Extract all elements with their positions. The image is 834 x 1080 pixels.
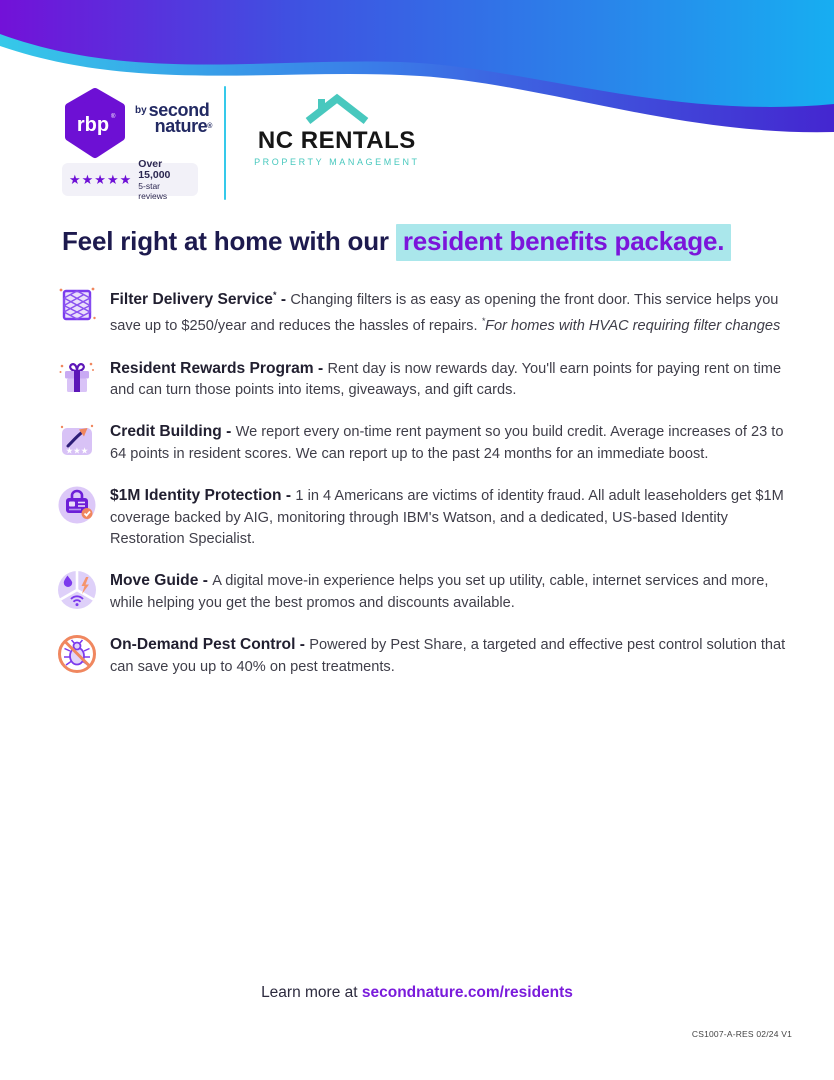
company-name: NC RENTALS (257, 127, 416, 154)
move-icon (56, 569, 98, 611)
benefit-description: Changing filters is as easy as opening the front door. This service helps you save up to $250/year and reduces the hassles of repairs. (110, 291, 779, 335)
page-title (62, 226, 731, 257)
benefit-separator: - (221, 423, 236, 441)
svg-text:★★★: ★★★ (65, 445, 89, 456)
roof-icon (299, 92, 375, 126)
gift-icon (56, 357, 98, 399)
rbp-logo-text: rbp (76, 114, 110, 136)
benefit-rewards (56, 357, 800, 402)
benefit-description: We report every on-time rent payment so you build credit. Average increases of 23 to 64 points in resident scores. We can report up to the past 24 months for an immediate boost. (110, 424, 784, 462)
footer-prefix: Learn more at (261, 984, 362, 1001)
rbp-lockup (62, 86, 213, 201)
five-stars-icon: ★★★★★ (69, 172, 133, 187)
benefit-text (110, 634, 798, 678)
second-nature-words (148, 100, 213, 136)
benefit-text (110, 485, 798, 550)
reviews-count: Over 15,000 (138, 157, 171, 181)
benefit-description: A digital move-in experience helps you set up utility, cable, internet services and more, while helping you get the best promos and discounts available. (110, 573, 769, 611)
benefits-list (56, 284, 800, 697)
benefit-move-guide (56, 569, 800, 614)
nature-word: nature® (154, 115, 213, 136)
benefit-separator: - (313, 359, 328, 377)
benefit-separator: - (295, 636, 310, 654)
benefit-note: For homes with HVAC requiring filter changes (485, 318, 781, 335)
second-word: second (148, 100, 210, 120)
doc-code: CS1007-A-RES 02/24 V1 (691, 1029, 792, 1039)
by-label: by (135, 105, 147, 116)
benefit-title: Resident Rewards Program (110, 359, 314, 377)
benefit-filter-delivery (56, 284, 800, 338)
benefit-text (110, 421, 798, 465)
benefit-separator: - (276, 290, 291, 308)
reviews-text (138, 159, 191, 201)
company-tagline: PROPERTY MANAGEMENT (254, 157, 420, 167)
footer-cta (0, 984, 834, 1002)
nature-reg-mark: ® (207, 122, 213, 130)
benefit-text (110, 285, 798, 338)
benefit-identity-protection (56, 484, 800, 550)
credit-icon (56, 420, 98, 462)
reviews-badge (62, 157, 198, 201)
benefit-pest-control (56, 633, 800, 678)
benefit-title: Credit Building (110, 423, 222, 441)
pest-icon (56, 633, 98, 675)
benefit-text (110, 358, 798, 402)
benefit-title: Filter Delivery Service (110, 290, 273, 308)
benefit-description: 1 in 4 Americans are victims of identity fraud. All adult leaseholders get $1M coverage backed by AIG, monitoring through IBM's Watson, and a dedicated, US-based Identity Restoration Specialist. (110, 488, 784, 547)
benefit-title: On-Demand Pest Control (110, 636, 296, 654)
identity-icon (56, 484, 98, 526)
benefit-text (110, 570, 798, 614)
residents-link[interactable]: secondnature.com/residents (361, 984, 573, 1001)
company-lockup (254, 92, 420, 167)
filter-icon (56, 284, 98, 326)
logo-row (62, 86, 420, 204)
benefit-title: $1M Identity Protection (110, 487, 282, 505)
headline-highlight: resident benefits package. (396, 224, 731, 261)
rbp-logo-icon (62, 86, 128, 160)
benefit-description: Powered by Pest Share, a targeted and effective pest control solution that can save you up to 40% on pest treatments. (110, 637, 786, 675)
benefit-title-asterisk: * (272, 290, 277, 300)
benefit-description: Rent day is now rewards day. You'll earn points for paying rent on time and can turn those points into items, giveaways, and gift cards. (110, 360, 782, 398)
headline-prefix: Feel right at home with our (62, 226, 396, 256)
benefit-title: Move Guide (110, 572, 199, 590)
logo-divider (224, 86, 226, 200)
benefit-separator: - (198, 572, 213, 590)
benefit-credit-building (56, 420, 800, 465)
rbp-reg-mark: ® (111, 114, 116, 120)
second-nature-wordmark (135, 100, 213, 136)
benefit-note-asterisk: * (481, 316, 486, 327)
reviews-label: 5-star reviews (138, 180, 168, 201)
benefit-separator: - (281, 487, 296, 505)
rbp-top-row (62, 86, 212, 160)
